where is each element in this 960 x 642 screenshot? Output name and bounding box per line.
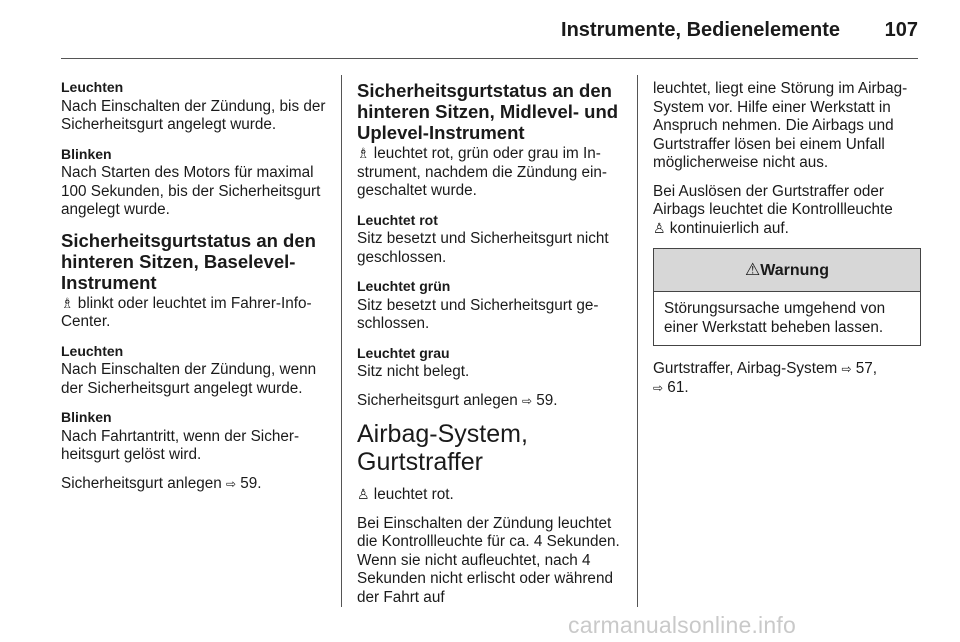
airbag-intro: ♙ leuchtet rot.	[357, 486, 454, 503]
header-divider	[61, 58, 918, 59]
grau-label: Leuchtet grau	[357, 344, 450, 361]
blinken2-text: Nach Fahrtantritt, wenn der Sicherheitsgurt gelöst wird.	[61, 427, 300, 463]
header-title: Instrumente, Bedienelemente	[561, 19, 840, 41]
airbag-text: Bei Einschalten der Zündung leuchtet die Kontrollleuchte für ca. 4 Sekunden. Wenn sie nicht aufleuchtet, nach 4 Sekunden nicht erlischt oder während der Fahrt auf	[357, 514, 620, 606]
page-reference-arrow-icon: ⇨	[653, 380, 664, 395]
page-reference-arrow-icon: ⇨	[521, 393, 533, 408]
column-divider-1	[341, 75, 342, 607]
column-2	[357, 80, 625, 617]
warning-body	[654, 292, 920, 345]
airbag-icon: ♙	[357, 487, 370, 503]
airbag-heading: Airbag-System, Gurtstraffer	[357, 420, 528, 476]
leuchten2-text: Nach Einschalten der Zündung, wenn der Sicherheitsgurt angelegt wurde.	[61, 361, 317, 397]
midlevel-intro: ♗ leuchtet rot, grün oder grau im Instrument, nachdem die Zündung eingeschaltet wurde.	[357, 145, 608, 199]
airbag-deploy-text: Bei Auslösen der Gurtstraffer oder Airbags leuchtet die Kontrollleuchte ♙ kontinuierlich auf.	[653, 182, 893, 237]
airbag-reference: Gurtstraffer, Airbag-System ⇨ 57, ⇨ 61.	[653, 360, 878, 396]
airbag-icon: ♙	[653, 220, 666, 237]
seatbelt-icon: ♗	[61, 295, 74, 312]
gruen-label: Leuchtet grün	[357, 278, 451, 294]
baselevel-intro: ♗ blinkt oder leuchtet im Fahrer-Info-Center.	[61, 294, 312, 330]
warning-box	[653, 248, 921, 346]
rot-text: Sitz besetzt und Sicherheitsgurt nicht geschlossen.	[357, 230, 609, 266]
page-header	[0, 0, 960, 60]
warning-title: Warnung	[760, 262, 829, 279]
blinken-text: Nach Starten des Motors für maximal 100 Sekunden, bis der Sicherheitsgurt angelegt wurde.	[61, 164, 321, 218]
gruen-text: Sitz besetzt und Sicherheitsgurt geschlossen.	[357, 296, 599, 332]
page-reference-arrow-icon: ⇨	[841, 362, 852, 376]
baselevel-heading: Sicherheitsgurtstatus an den hinteren Sitzen, Baselevel-Instrument	[61, 229, 316, 293]
midlevel-heading: Sicherheitsgurtstatus an den hinteren Sitzen, Midlevel- und Uplevel-Instrument	[357, 80, 619, 143]
column-3	[653, 80, 921, 407]
leuchten2-label: Leuchten	[61, 342, 124, 359]
seatbelt-icon: ♗	[357, 146, 370, 162]
column-divider-2	[637, 75, 638, 607]
page-number: 107	[884, 19, 918, 41]
page-reference-arrow-icon: ⇨	[225, 476, 237, 491]
leuchten-label: Leuchten	[61, 79, 124, 95]
seatbelt-reference: Sicherheitsgurt anlegen ⇨ 59.	[61, 474, 262, 492]
warning-header	[654, 249, 920, 292]
warning-text: Störungsursache umgehend von einer Werkstatt beheben lassen.	[664, 300, 886, 336]
leuchten-text: Nach Einschalten der Zündung, bis der Sicherheitsgurt angelegt wurde.	[61, 97, 326, 133]
seatbelt-reference: Sicherheitsgurt anlegen ⇨ 59.	[357, 391, 558, 409]
warning-triangle-icon: ⚠	[745, 260, 761, 280]
airbag-fault-text: leuchtet, liegt eine Störung im Airbag-System vor. Hilfe einer Werkstatt in Anspruch nehmen. Die Airbags und Gurtstraffer lösen bei einem Unfall möglicherweise nicht aus.	[653, 80, 908, 171]
watermark: carmanualsonline.info	[568, 612, 796, 638]
blinken2-label: Blinken	[61, 409, 112, 425]
rot-label: Leuchtet rot	[357, 211, 438, 228]
blinken-label: Blinken	[61, 145, 112, 162]
grau-text: Sitz nicht belegt.	[357, 363, 470, 380]
column-1	[61, 78, 327, 503]
